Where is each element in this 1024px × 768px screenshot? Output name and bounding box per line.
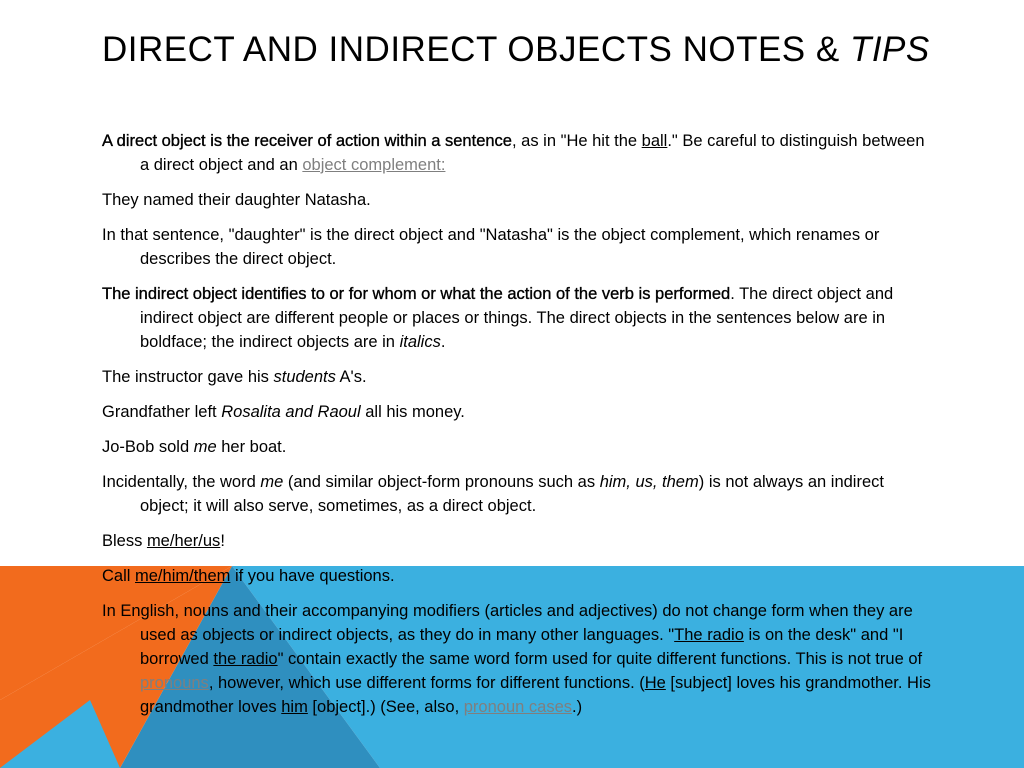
paragraph-example [102, 400, 932, 424]
italic-word: him, us, them [599, 473, 699, 491]
text-run: ) is not always an indirect object; it will also serve, sometimes, as a direct object. [140, 473, 884, 515]
text-run: is on the desk" and "I borrowed [140, 626, 904, 668]
text-run: (and similar object-form pronouns such as [283, 473, 600, 491]
paragraph-direct-object [102, 129, 932, 177]
paragraph-explanation: In that sentence, "daughter" is the direct object and "Natasha" is the object complement, which renames or describes the direct object. [102, 226, 880, 268]
pronoun-cases-link[interactable]: pronoun cases [463, 698, 572, 716]
text-run: ." Be careful to distinguish between a direct object and an [140, 132, 925, 174]
text-run: [object].) (See, also, [307, 698, 464, 716]
underlined-word: ball [641, 132, 668, 150]
underlined-word: the radio [213, 650, 278, 668]
text-run: ! [220, 532, 225, 550]
text-run: Jo-Bob sold [102, 438, 194, 456]
paragraph-english-nouns [102, 599, 932, 719]
text-run: .) [572, 698, 583, 716]
text-run: her boat. [216, 438, 287, 456]
paragraph-example [102, 529, 932, 553]
slide-title [102, 28, 982, 72]
slide-title-main: DIRECT AND INDIRECT OBJECTS NOTES & [102, 30, 840, 69]
text-run: In English, nouns and their accompanying modifiers (articles and adjectives) do not change form when they are used as objects or indirect objects, as they do in many other languages. " [102, 602, 913, 644]
underlined-word: He [644, 674, 666, 692]
underlined-word: me/him/them [135, 567, 231, 585]
underlined-word: me/her/us [146, 532, 221, 550]
italic-word: students [273, 368, 336, 386]
paragraph-indirect-object [102, 282, 932, 354]
underlined-word: The radio [674, 626, 744, 644]
paragraph-example [102, 564, 932, 588]
paragraph-pronoun-note [102, 470, 932, 518]
italic-word: me [260, 473, 284, 491]
text-run: Call [102, 567, 136, 585]
text-run: Grandfather left [102, 403, 222, 421]
text-run: A's. [335, 368, 367, 386]
slide-body [102, 129, 932, 730]
text-run: " contain exactly the same word form used for quite different functions. This is not true of [277, 650, 923, 668]
text-run: [subject] loves his grandmother. His grandmother loves [140, 674, 931, 716]
text-run: The instructor gave his [102, 368, 274, 386]
italic-word: Rosalita and Raoul [221, 403, 361, 421]
text-run: . The direct object and indirect object are different people or places or things. The direct objects in the sentences below are in boldface; the indirect objects are in [140, 285, 894, 351]
underlined-word: him [281, 698, 308, 716]
text-run: all his money. [360, 403, 465, 421]
text-run: , as in "He hit the [511, 132, 642, 150]
text-run: Incidentally, the word [102, 473, 261, 491]
object-complement-link[interactable]: object complement: [302, 156, 446, 174]
text-run: , however, which use different forms for different functions. ( [208, 674, 645, 692]
text-run: if you have questions. [230, 567, 395, 585]
paragraph-example [102, 365, 932, 389]
pronouns-link[interactable]: pronouns [140, 674, 209, 692]
paragraph-example: They named their daughter Natasha. [102, 191, 371, 209]
slide-title-emphasis: TIPS [849, 30, 930, 69]
bold-definition: A direct object is the receiver of action within a sentence [102, 132, 512, 150]
text-run: Bless [102, 532, 147, 550]
text-run: . [440, 333, 446, 351]
italic-word: italics [399, 333, 441, 351]
bold-definition: The indirect object identifies to or for whom or what the action of the verb is performed [102, 285, 731, 303]
paragraph-example [102, 435, 932, 459]
italic-word: me [193, 438, 217, 456]
